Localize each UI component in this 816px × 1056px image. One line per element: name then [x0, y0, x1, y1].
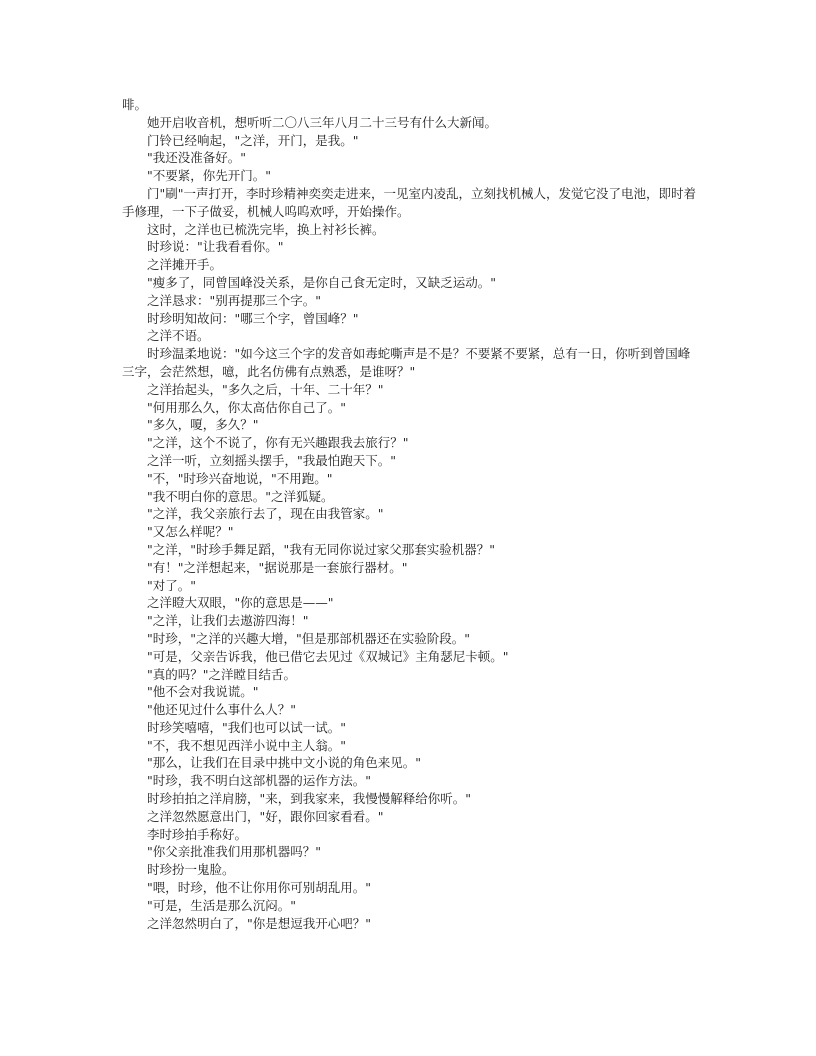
paragraph: 时珍明知故问："哪三个字，曾国峰？" [147, 310, 359, 326]
paragraph: "他不会对我说谎。" [147, 684, 259, 700]
paragraph: 这时，之洋也已梳洗完毕，换上衬衫长裤。 [147, 221, 385, 237]
paragraph: 之洋摊开手。 [147, 257, 223, 273]
paragraph: "他还见过什么事什么人？" [147, 702, 296, 718]
paragraph: 之洋抬起头，"多久之后，十年、二十年？" [147, 381, 384, 397]
paragraph: 之洋一听，立刻摇头摆手，"我最怕跑天下。" [147, 452, 396, 468]
paragraph: "我还没准备好。" [147, 150, 246, 166]
paragraph: "多久，嗄，多久？" [147, 417, 259, 433]
paragraph: "之洋，"时珍手舞足蹈，"我有无同你说过家父那套实验机器？" [147, 541, 495, 557]
paragraph: "不，我不想见西洋小说中主人翁。" [147, 737, 346, 753]
paragraph: "之洋，让我们去遨游四海！" [147, 613, 309, 629]
paragraph: "对了。" [147, 577, 196, 593]
paragraph: "你父亲批准我们用那机器吗？" [147, 844, 321, 860]
paragraph: "之洋，我父亲旅行去了，现在由我管家。" [147, 506, 384, 522]
paragraph: 时珍笑嘻嘻，"我们也可以试一试。" [147, 719, 346, 735]
paragraph: "喂，时珍，他不让你用你可别胡乱用。" [147, 880, 371, 896]
paragraph: "时珍，"之洋的兴趣大增，"但是那部机器还在实验阶段。" [147, 630, 470, 646]
paragraph: "又怎么样呢？" [147, 524, 234, 540]
paragraph: "瘦多了，同曾国峰没关系，是你自己食无定时，又缺乏运动。" [147, 274, 497, 290]
paragraph: 之洋不语。 [147, 328, 210, 344]
paragraph: "之洋，这个不说了，你有无兴趣跟我去旅行？" [147, 435, 409, 451]
document-page [122, 96, 698, 932]
paragraph: 时珍拍拍之洋肩膀，"来，到我家来，我慢慢解释给你听。" [147, 791, 472, 807]
paragraph: 之洋恳求："别再提那三个字。" [147, 292, 321, 308]
paragraph: 啡。 [122, 97, 148, 112]
paragraph: "可是，父亲告诉我，他已借它去见过《双城记》主角瑟尼卡顿。" [147, 648, 509, 664]
paragraph: "真的吗？"之洋瞠目结舌。 [147, 666, 296, 682]
paragraph: "有！"之洋想起来，"据说那是一套旅行器材。" [147, 559, 408, 575]
paragraph: 门"刷"一声打开，李时珍精神奕奕走进来，一见室内凌乱，立刻找机械人，发觉它没了电池，即时着手修理，一下子做妥，机械人呜呜欢呼，开始操作。 [122, 185, 697, 219]
paragraph: 之洋瞪大双眼，"你的意思是——" [147, 595, 334, 611]
paragraph: "不，"时珍兴奋地说，"不用跑。" [147, 470, 333, 486]
paragraph: "何用那么久，你太高估你自己了。" [147, 399, 346, 415]
paragraph: 门铃已经响起，"之洋，开门，是我。" [147, 132, 359, 148]
paragraph: 时珍扮一鬼脸。 [147, 862, 235, 878]
paragraph: 她开启收音机，想听听二〇八三年八月二十三号有什么大新闻。 [147, 114, 498, 130]
paragraph: 之洋忽然明白了，"你是想逗我开心吧？" [147, 915, 371, 931]
paragraph: "时珍，我不明白这部机器的运作方法。" [147, 773, 371, 789]
paragraph: 李时珍拍手称好。 [147, 826, 248, 842]
paragraph: "那么，让我们在目录中挑中文小说的角色来见。" [147, 755, 421, 771]
paragraph: 时珍温柔地说："如今这三个字的发音如毒蛇嘶声是不是？不要紧不要紧，总有一日，你听到曾国峰三字，会茫然想，噫，此名仿佛有点熟悉，是谁呀？" [122, 346, 691, 379]
paragraph: 时珍说："让我看看你。" [147, 239, 284, 255]
paragraph: "我不明白你的意思。"之洋狐疑。 [147, 488, 334, 504]
paragraph: "可是，生活是那么沉闷。" [147, 897, 296, 913]
paragraph: 之洋忽然愿意出门，"好，跟你回家看看。" [147, 808, 384, 824]
paragraph: "不要紧，你先开门。" [147, 168, 271, 184]
